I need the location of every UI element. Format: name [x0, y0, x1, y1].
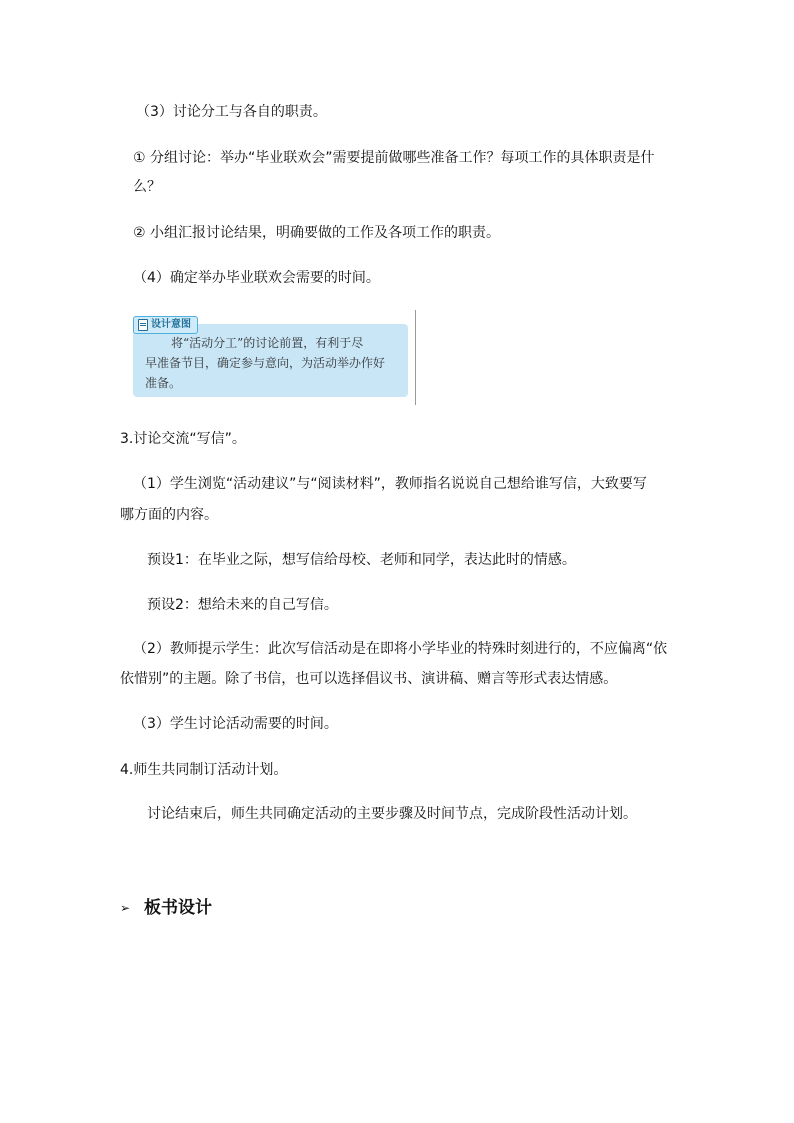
design-intent-tag-label: 设计意图: [151, 319, 191, 330]
chevron-right-icon: ➢: [120, 901, 131, 915]
step-1-text-line1: ① 分组讨论：举办“毕业联欢会”需要提前做哪些准备工作？每项工作的具体职责是什: [133, 150, 655, 166]
step-2-text: ② 小组汇报讨论结果，明确要做的工作及各项工作的职责。: [133, 225, 500, 241]
design-intent-text: [145, 333, 405, 393]
writing-step-3-text: （3）学生讨论活动需要的时间。: [133, 716, 338, 732]
design-intent-text-line: 早准备节目，确定参与意向，为活动举办作好: [145, 356, 386, 370]
preset-1-text: 预设1：在毕业之际，想写信给母校、老师和同学，表达此时的情感。: [147, 552, 576, 568]
section-4-heading: 4.师生共同制订活动计划。: [120, 762, 288, 778]
design-intent-tag: [133, 316, 198, 334]
plan-summary-text: 讨论结束后，师生共同确定活动的主要步骤及时间节点，完成阶段性活动计划。: [147, 806, 637, 822]
section-3-heading: 3.讨论交流“写信”。: [120, 431, 246, 447]
writing-step-1-line1: （1）学生浏览“活动建议”与“阅读材料”，教师指名说说自己想给谁写信，大致要写: [133, 476, 647, 492]
design-intent-text-line: 准备。: [145, 376, 182, 390]
board-design-title: 板书设计: [144, 898, 212, 918]
step-3-text: （3）讨论分工与各自的职责。: [136, 104, 327, 120]
design-intent-text-line: 将“活动分工”的讨论前置，有利于尽: [171, 336, 364, 350]
step-1-text-line2: 么？: [133, 179, 161, 195]
board-design-heading: [120, 896, 212, 920]
writing-step-2-line2: 依惜别”的主题。除了书信，也可以选择倡议书、演讲稿、赠言等形式表达情感。: [120, 671, 618, 687]
writing-step-1-line2: 哪方面的内容。: [120, 507, 218, 523]
step-4-text: （4）确定举办毕业联欢会需要的时间。: [133, 270, 380, 286]
vertical-divider: [415, 310, 416, 405]
document-icon: [138, 319, 148, 331]
writing-step-2-line1: （2）教师提示学生：此次写信活动是在即将小学毕业的特殊时刻进行的，不应偏离“依: [133, 641, 668, 657]
preset-2-text: 预设2：想给未来的自己写信。: [147, 597, 338, 613]
